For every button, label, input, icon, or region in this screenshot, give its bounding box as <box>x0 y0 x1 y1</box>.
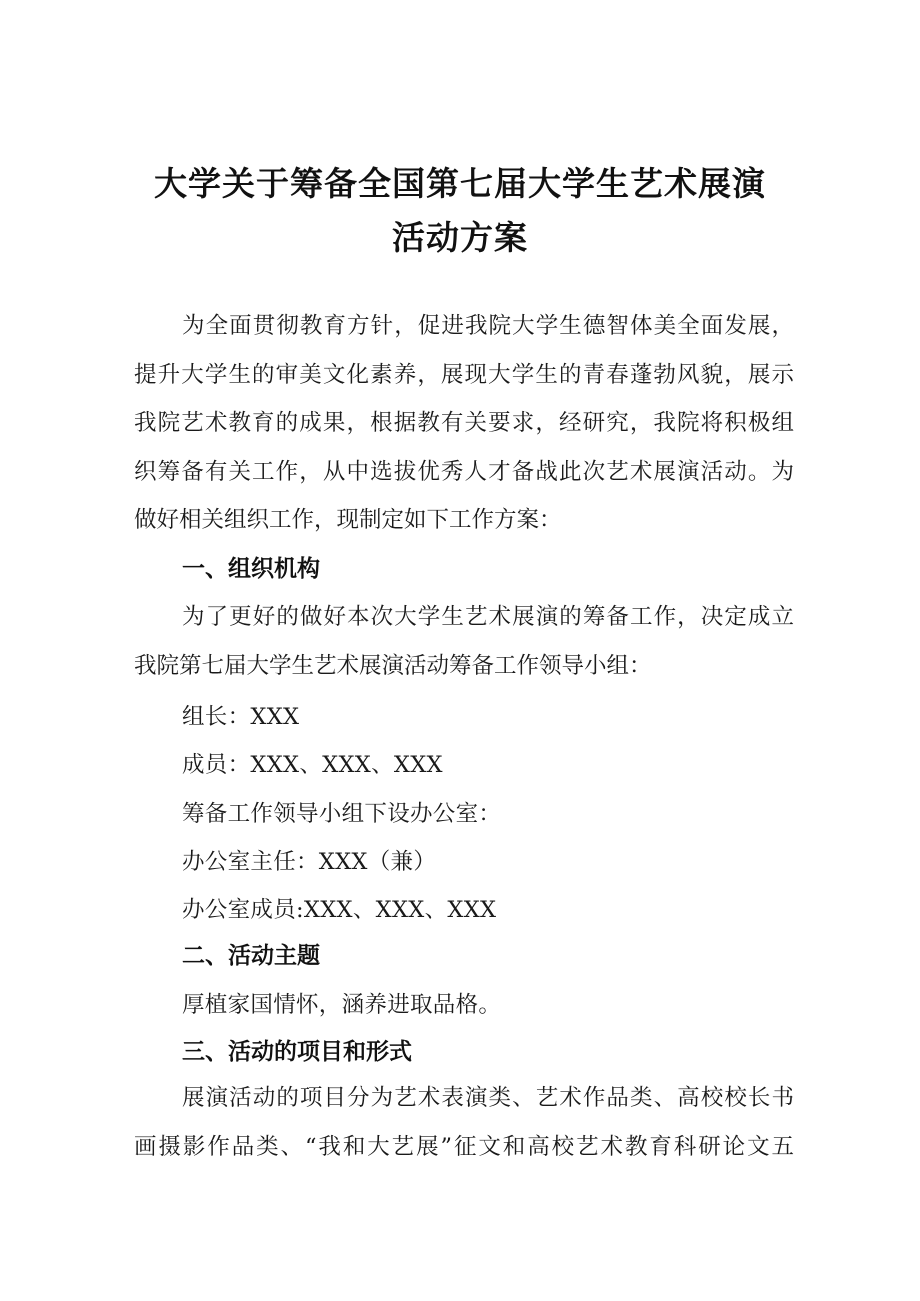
section-1-line: 为了更好的做好本次大学生艺术展演的筹备工作，决定成立 <box>182 604 794 630</box>
intro-line: 做好相关组织工作，现制定如下工作方案： <box>134 507 562 533</box>
section-3-line: 展演活动的项目分为艺术表演类、艺术作品类、高校校长书 <box>182 1085 794 1111</box>
document-title-line-1: 大学关于筹备全国第七届大学生艺术展演 <box>154 164 766 203</box>
intro-line: 我院艺术教育的成果，根据教有关要求，经研究，我院将积极组 <box>134 410 794 436</box>
document-title-line-2: 活动方案 <box>392 218 528 257</box>
section-2-heading: 二、活动主题 <box>182 943 320 969</box>
intro-paragraph <box>134 302 794 545</box>
members-line: 成员：XXX、XXX、XXX <box>182 752 443 778</box>
leader-line: 组长：XXX <box>182 704 300 730</box>
section-1-line: 我院第七届大学生艺术展演活动筹备工作领导小组： <box>134 652 652 679</box>
office-note-line: 筹备工作领导小组下设办公室： <box>182 801 502 827</box>
office-members-line: 办公室成员:XXX、XXX、XXX <box>182 897 497 923</box>
intro-line: 织筹备有关工作，从中选拔优秀人才备战此次艺术展演活动。为 <box>134 458 794 485</box>
office-director-line: 办公室主任：XXX（兼） <box>182 849 437 875</box>
intro-line: 提升大学生的审美文化素养，展现大学生的青春蓬勃风貌，展示 <box>134 361 794 388</box>
section-1-paragraph <box>134 593 794 690</box>
theme-line: 厚植家国情怀，涵养进取品格。 <box>182 992 502 1018</box>
section-3-paragraph <box>134 1074 794 1171</box>
section-1-heading: 一、组织机构 <box>182 556 320 582</box>
section-3-heading: 三、活动的项目和形式 <box>182 1039 412 1065</box>
section-3-line: 画摄影作品类、“我和大艺展”征文和高校艺术教育科研论文五 <box>134 1133 794 1160</box>
intro-line: 为全面贯彻教育方针，促进我院大学生德智体美全面发展， <box>182 313 794 339</box>
